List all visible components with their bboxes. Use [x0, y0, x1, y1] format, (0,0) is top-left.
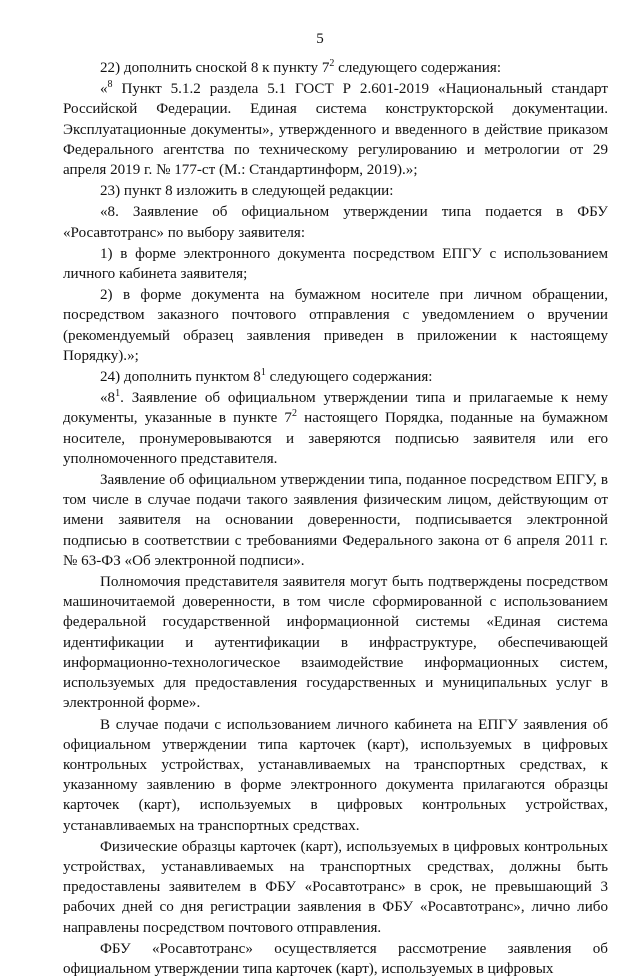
paragraph-text: ФБУ «Росавтотранс» осуществляется рассмотрение заявления об официальном утверждении типа карточек (карт), используемых в цифровых — [63, 940, 608, 977]
superscript: 1 — [115, 388, 121, 400]
superscript: 2 — [329, 58, 335, 69]
paragraph-clause-8-option-2 — [63, 285, 608, 366]
paragraph-epgu-signature — [63, 470, 608, 571]
superscript: 1 — [260, 367, 266, 379]
document-body — [63, 58, 608, 979]
paragraph-text: «8 — [100, 390, 116, 407]
paragraph-text: Заявление об официальном утверждении типа, поданное посредством ЕПГУ, в том числе в случае подачи такого заявления физическим лицом, действующим от имени заявителя на основании доверенности, подписывается электронной подписью в соответствии с требованиями Федерального закона от 6 апреля 2011 г. № 63-ФЗ «Об электронной подписи». — [63, 472, 608, 569]
paragraph-physical-samples — [63, 837, 608, 938]
paragraph-clause-8 — [63, 202, 608, 242]
footnote-8-text — [63, 79, 608, 180]
paragraph-text: « — [100, 81, 108, 98]
paragraph-item-24 — [63, 367, 608, 387]
paragraph-item-22 — [63, 58, 608, 78]
paragraph-representative-powers — [63, 572, 608, 713]
page-number: 5 — [316, 31, 324, 47]
paragraph-text: 24) дополнить пунктом 8 — [100, 369, 261, 386]
paragraph-item-23 — [63, 181, 608, 201]
paragraph-text: настоящего Порядка, поданные на бумажном носителе, пронумеровываются и заверяются подписью заявителя или его уполномоченного представителя. — [63, 410, 608, 467]
paragraph-text: 1) в форме электронного документа посредством ЕПГУ с использованием личного кабинета заявителя; — [63, 245, 608, 283]
paragraph-text: 23) пункт 8 изложить в следующей редакции: — [100, 183, 394, 200]
paragraph-clause-8-option-1 — [63, 244, 608, 284]
footnote-marker: 8 — [107, 79, 113, 91]
paragraph-review — [63, 939, 608, 979]
superscript: 2 — [291, 408, 297, 420]
paragraph-text: следующего содержания: — [265, 369, 433, 386]
paragraph-text: 22) дополнить сноской 8 к пункту 7 — [100, 60, 330, 76]
paragraph-text: В случае подачи с использованием личного кабинета на ЕПГУ заявления об официальном утверждении типа карточек (карт), используемых в цифровых контрольных устройствах, устанавливаемых на транспортных средствах, к указанному заявлению в форме электронного документа прилагаются образцы карточек (карт), используемых в цифровых контрольных устройствах, устанавливаемых на транспортных средствах. — [63, 716, 608, 834]
paragraph-text: «8. Заявление об официальном утверждении типа подается в ФБУ «Росавтотранс» по выбору заявителя: — [63, 204, 608, 241]
paragraph-text: следующего содержания: — [334, 60, 502, 76]
paragraph-text: Пункт 5.1.2 раздела 5.1 ГОСТ Р 2.601-2019 «Национальный стандарт Российской Федерации. Единая система конструкторской документации. Эксплуатационные документы», утвержденного и введенного в действие приказом Федерального агентства по техническому регулированию и метрологии от 29 апреля 2019 г. № 177-ст (М.: Стандартинформ, 2019).»; — [63, 81, 608, 179]
paragraph-text: . Заявление об официальном утверждении типа и прилагаемые к нему документы, указанные в пункте 7 — [63, 390, 608, 427]
paragraph-clause-8-1 — [63, 388, 608, 469]
paragraph-text: Физические образцы карточек (карт), используемых в цифровых контрольных устройствах, устанавливаемых на транспортных средствах, должны быть предоставлены заявителем в ФБУ «Росавтотранс» в срок, не превышающий 3 рабочих дней со дня регистрации заявления в ФБУ «Росавтотранс», лично либо направлены посредством почтового отправления. — [63, 838, 608, 936]
paragraph-text: 2) в форме документа на бумажном носителе при личном обращении, посредством заказного почтового отправления с уведомлением о вручении (рекомендуемый образец заявления приведен в приложении к настоящему Порядку).»; — [63, 287, 608, 364]
paragraph-text: Полномочия представителя заявителя могут быть подтверждены посредством машиночитаемой доверенности, в том числе сформированной с использованием федеральной государственной информационной системы «Единая система идентификации и аутентификации в инфраструктуре, обеспечивающей информационно-технологическое взаимодействие информационных систем, используемых для предоставления государственных и муниципальных услуг в электронной форме». — [63, 574, 608, 712]
paragraph-card-samples — [63, 715, 608, 836]
